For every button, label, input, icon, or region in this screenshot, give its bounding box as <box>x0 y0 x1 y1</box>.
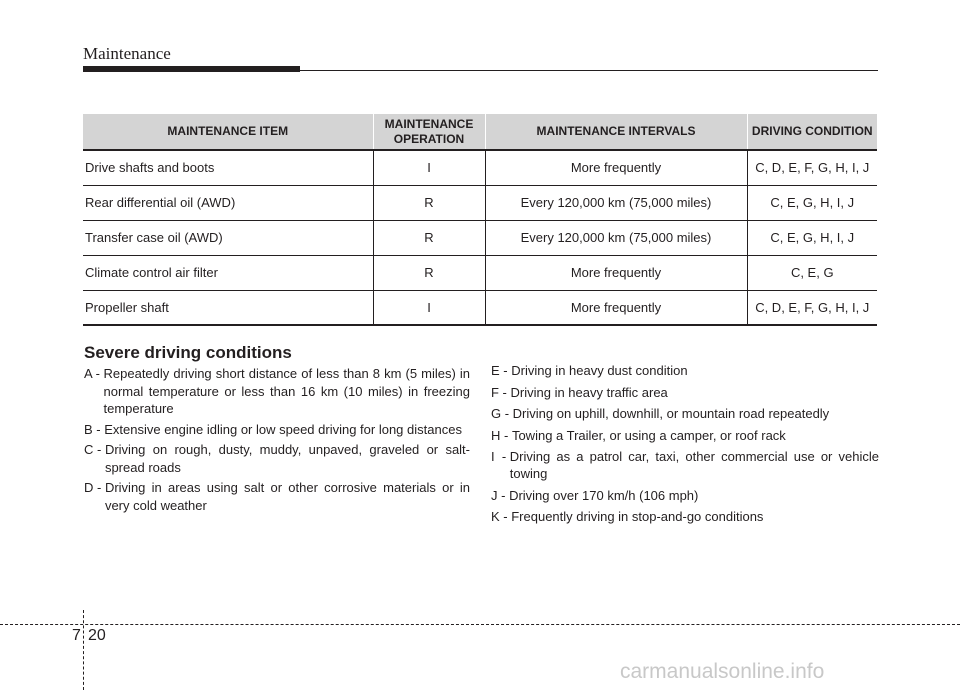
list-item <box>84 479 470 514</box>
list-item <box>84 441 470 476</box>
cell-condition: C, E, G, H, I, J <box>747 185 877 220</box>
table-row <box>83 255 877 290</box>
condition-text: Driving in areas using salt or other corrosive materials or in very cold weather <box>104 480 470 513</box>
table-row <box>83 220 877 255</box>
footer-divider <box>0 624 960 625</box>
condition-text: Driving on rough, dusty, muddy, unpaved, graveled or salt-spread roads <box>104 442 470 475</box>
condition-text: Driving in heavy traffic area <box>510 384 668 400</box>
cell-operation: R <box>373 220 485 255</box>
cell-operation: I <box>373 150 485 185</box>
maintenance-table <box>83 114 877 326</box>
list-item <box>491 362 879 379</box>
cell-condition: C, D, E, F, G, H, I, J <box>747 290 877 325</box>
cell-item: Drive shafts and boots <box>85 160 215 176</box>
condition-text: Driving as a patrol car, taxi, other commercial use or vehicle towing <box>509 449 879 481</box>
condition-letter: J - <box>491 487 510 503</box>
condition-text: Extensive engine idling or low speed driving for long distances <box>104 421 462 437</box>
cell-condition: C, E, G <box>747 255 877 290</box>
header-maintenance-item: MAINTENANCE ITEM <box>167 124 289 138</box>
cell-operation: R <box>373 255 485 290</box>
cell-interval: More frequently <box>485 290 747 325</box>
severe-conditions-title: Severe driving conditions <box>84 343 292 362</box>
condition-letter: B - <box>84 421 105 437</box>
header-rule-thick <box>83 66 300 72</box>
list-item <box>491 384 879 401</box>
cell-condition: C, D, E, F, G, H, I, J <box>747 150 877 185</box>
condition-text: Frequently driving in stop-and-go conditions <box>511 509 764 524</box>
header-rule-thin <box>300 70 878 71</box>
condition-letter: E - <box>491 363 512 378</box>
header-maintenance-intervals: MAINTENANCE INTERVALS <box>485 114 747 150</box>
cell-interval: More frequently <box>485 150 747 185</box>
page-header-title: Maintenance <box>83 44 171 63</box>
condition-text: Driving on uphill, downhill, or mountain road repeatedly <box>512 406 830 421</box>
severe-conditions-right-list <box>491 362 879 530</box>
table-row <box>83 150 877 185</box>
cell-item: Propeller shaft <box>85 299 169 315</box>
condition-letter: F - <box>491 384 511 400</box>
cell-item: Rear differential oil (AWD) <box>85 195 236 210</box>
table-row <box>83 185 877 220</box>
condition-letter: H - <box>491 427 512 443</box>
header-driving-condition: DRIVING CONDITION <box>747 114 877 150</box>
cell-operation: I <box>373 290 485 325</box>
list-item <box>491 487 879 504</box>
list-item <box>491 405 879 422</box>
severe-conditions-left-list <box>84 365 470 517</box>
cell-interval: Every 120,000 km (75,000 miles) <box>485 220 747 255</box>
cell-condition: C, E, G, H, I, J <box>747 220 877 255</box>
list-item <box>491 427 879 444</box>
condition-text: Driving in heavy dust condition <box>511 363 688 378</box>
chapter-number: 7 <box>72 627 81 644</box>
condition-letter: C - <box>84 442 105 457</box>
cell-interval: More frequently <box>485 255 747 290</box>
list-item <box>84 365 470 418</box>
cell-item: Climate control air filter <box>85 265 218 280</box>
footer-vertical-divider <box>83 610 84 690</box>
condition-text: Towing a Trailer, or using a camper, or roof rack <box>511 427 786 443</box>
list-item <box>84 421 470 439</box>
watermark: carmanualsonline.info <box>620 660 825 683</box>
condition-letter: G - <box>491 406 513 421</box>
cell-item: Transfer case oil (AWD) <box>85 230 223 245</box>
cell-interval: Every 120,000 km (75,000 miles) <box>485 185 747 220</box>
list-item <box>491 508 879 525</box>
cell-operation: R <box>373 185 485 220</box>
list-item <box>491 448 879 482</box>
table-header-row <box>83 114 877 150</box>
condition-letter: D - <box>84 480 105 495</box>
page-number: 20 <box>88 627 106 644</box>
header-maintenance-operation: MAINTENANCE OPERATION <box>373 114 485 150</box>
condition-letter: A - <box>84 366 104 381</box>
condition-letter: K - <box>491 509 512 524</box>
condition-letter: I - <box>491 449 510 464</box>
condition-text: Repeatedly driving short distance of less than 8 km (5 miles) in normal temperature or less than 16 km (10 miles) in freezing temperature <box>103 366 470 416</box>
condition-text: Driving over 170 km/h (106 mph) <box>509 487 699 503</box>
table-row <box>83 290 877 325</box>
